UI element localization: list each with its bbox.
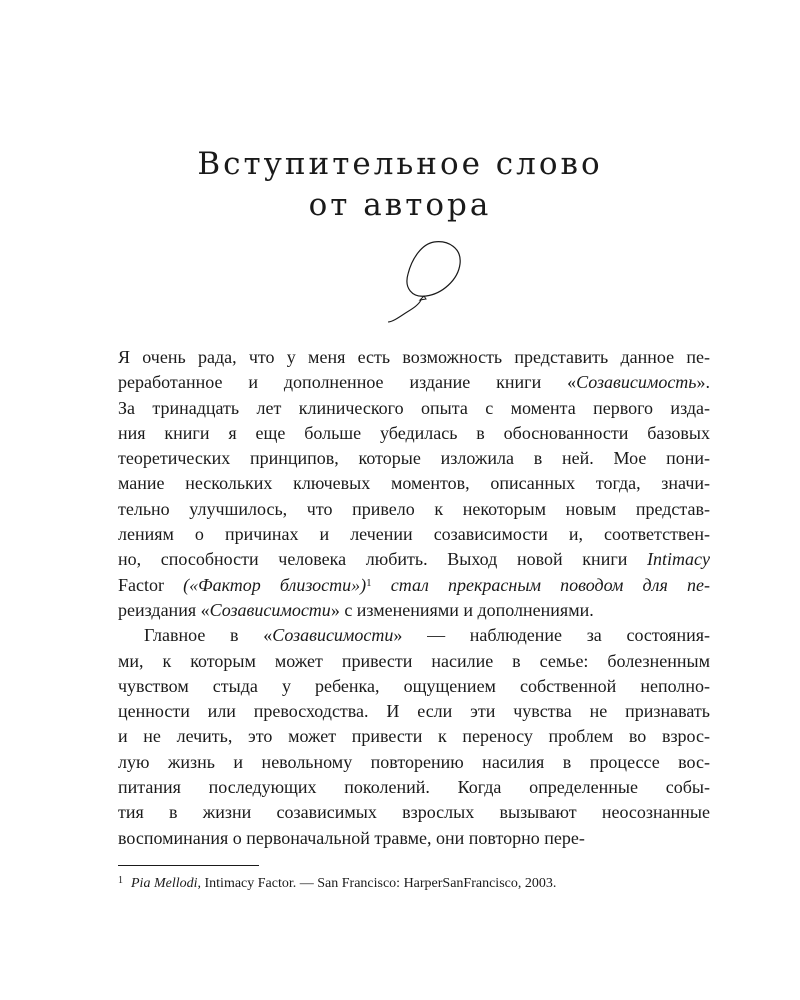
chapter-title-line-2: от автора <box>308 187 492 223</box>
body-text <box>118 345 710 851</box>
paragraph-1 <box>118 345 710 623</box>
text-line: Главное в «Созависимости» — наблюдение за состояния- <box>144 625 710 646</box>
balloon-ornament-icon <box>382 238 466 324</box>
text-line: Factor («Фактор близости»)$^1$ стал прекрасным поводом для пе- <box>118 574 710 595</box>
text-line: но, способности человека любить. Выход новой книги Intimacy <box>118 549 710 570</box>
footnote-author: Pia Mellodi <box>131 876 198 891</box>
text-line: теоретических принципов, которые изложила в ней. Мое пони- <box>118 448 710 469</box>
text-line: реиздания «Созависимости» с изменениями и дополнениями. <box>118 599 594 620</box>
text-line: тельно улучшилось, что привело к некоторым новым представ- <box>118 498 710 519</box>
footnote-text: , Intimacy Factor. — San Francisco: HarperSanFrancisco, 2003. <box>197 876 557 891</box>
text-line: ния книги я еще больше убедилась в обоснованности базовых <box>118 422 710 443</box>
footnote-number: 1 <box>118 875 123 886</box>
text-line: питания последующих поколений. Когда определенные собы- <box>118 777 710 798</box>
text-line: ценности или превосходства. И если эти чувства не признавать <box>118 701 710 722</box>
text-line: Я очень рада, что у меня есть возможность представить данное пе- <box>118 347 710 367</box>
text-line: лую жизнь и невольному повторению насилия в процессе вос- <box>118 751 710 772</box>
text-line: лениям о причинах и лечении созависимости и, соответствен- <box>118 524 710 545</box>
text-line: ми, к которым может привести насилие в семье: болезненным <box>118 650 710 671</box>
paragraph-2 <box>118 623 710 851</box>
text-line: тия в жизни созависимых взрослых вызывают неосознанные <box>118 802 710 823</box>
footnote <box>118 876 718 892</box>
text-line: и не лечить, это может привести к переносу проблем во взрос- <box>118 726 710 747</box>
text-line: За тринадцать лет клинического опыта с момента первого изда- <box>118 397 710 418</box>
text-line: мание нескольких ключевых моментов, описанных тогда, значи- <box>118 473 710 494</box>
footnote-separator <box>118 865 259 866</box>
chapter-title-line-1: Вступительное слово <box>197 146 603 182</box>
text-line: воспоминания о первоначальной травме, они повторно пере- <box>118 827 585 848</box>
text-line: чувством стыда у ребенка, ощущением собственной неполно- <box>118 675 710 696</box>
text-line: реработанное и дополненное издание книги «Созависимость». <box>118 372 710 393</box>
